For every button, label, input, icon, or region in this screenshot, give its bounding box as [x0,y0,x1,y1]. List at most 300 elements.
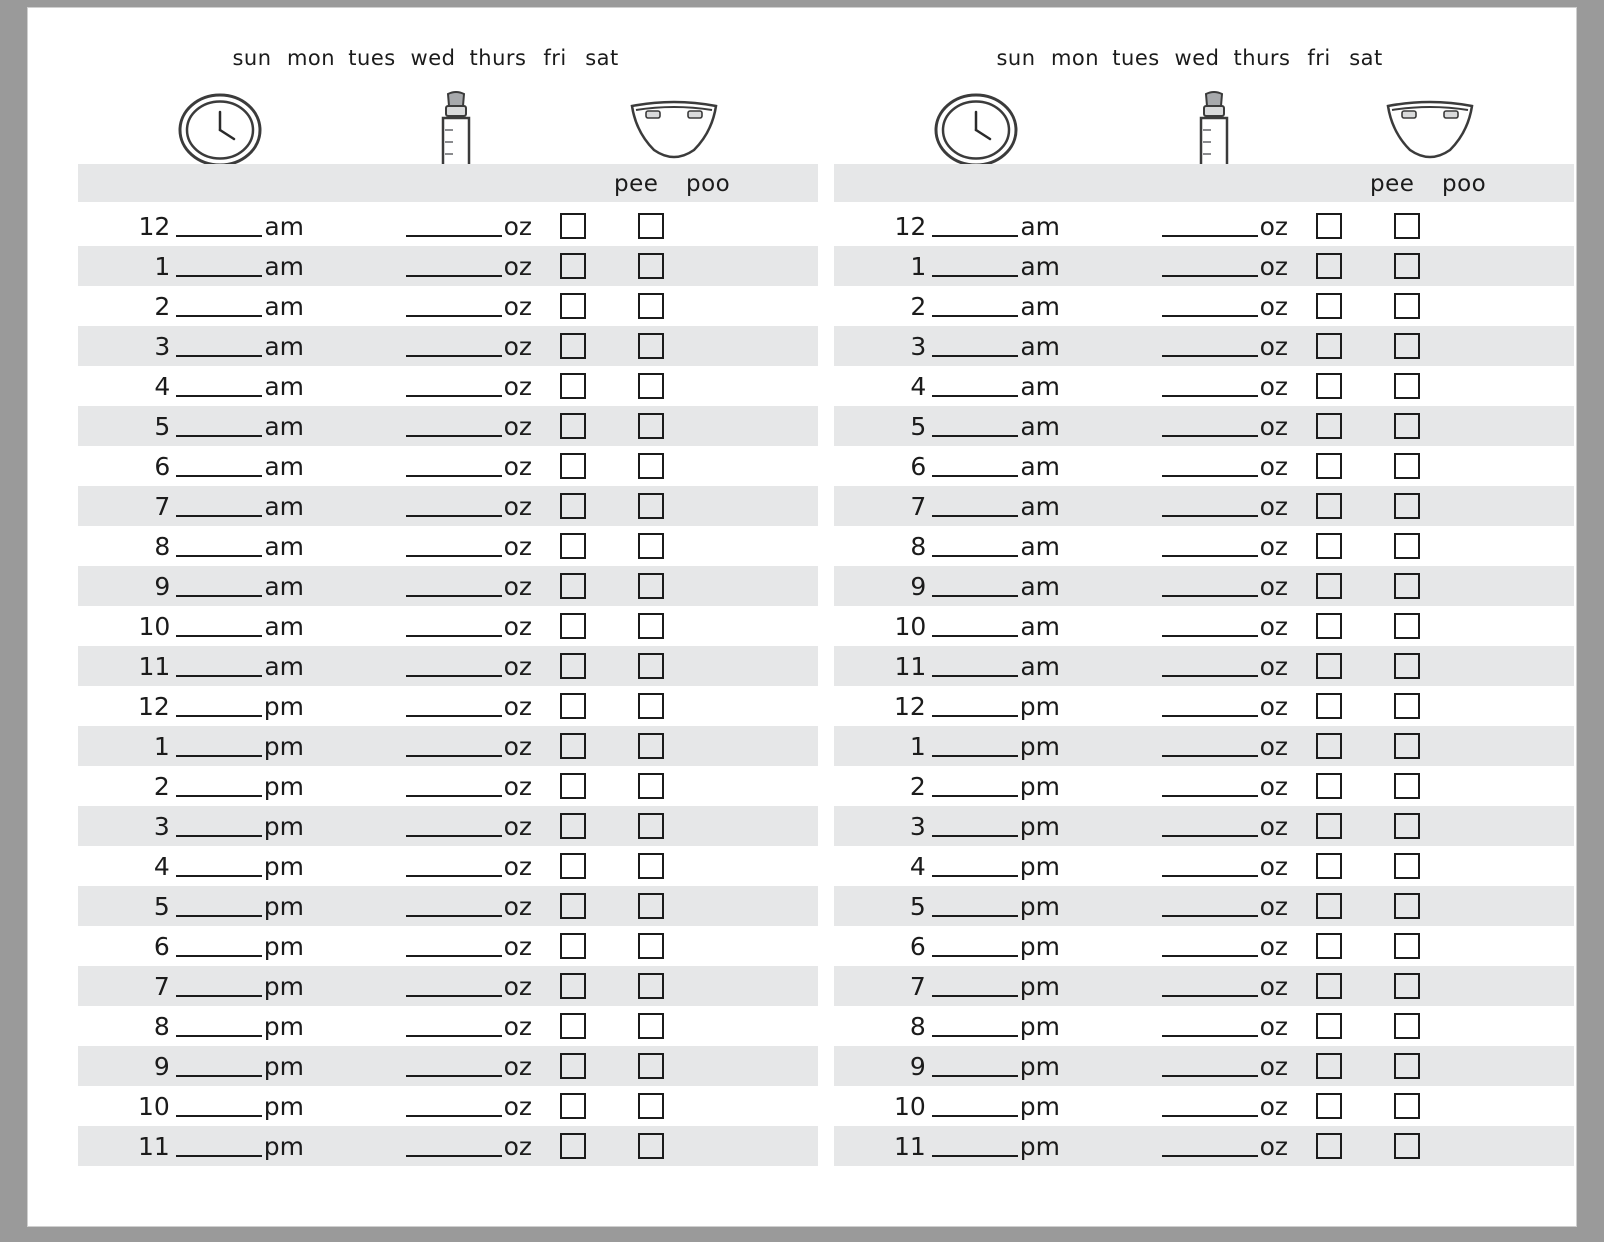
pee-checkbox[interactable] [1316,333,1342,359]
ounces-write-in-line[interactable] [406,515,502,517]
time-write-in-line[interactable] [932,555,1018,557]
ounces-write-in-line[interactable] [1162,315,1258,317]
ounces-unit-label: oz [1259,451,1288,481]
time-write-in-line[interactable] [932,875,1018,877]
meridiem-label: pm [1019,811,1060,841]
time-write-in-line[interactable] [932,755,1018,757]
table-row [78,1086,818,1126]
pee-cell [1290,973,1368,999]
pee-checkbox[interactable] [1316,693,1342,719]
pee-checkbox[interactable] [560,1013,586,1039]
pee-checkbox[interactable] [560,493,586,519]
poo-checkbox[interactable] [638,493,664,519]
poo-checkbox[interactable] [1394,973,1420,999]
ounces-write-in-line[interactable] [406,995,502,997]
ounces-write-in-line[interactable] [1162,675,1258,677]
ounces-write-in-line[interactable] [406,675,502,677]
hour-number: 8 [910,531,927,561]
poo-checkbox[interactable] [1394,693,1420,719]
hour-number: 2 [154,291,171,321]
pee-cell [1290,1093,1368,1119]
table-row [78,686,818,726]
time-write-in-line[interactable] [176,635,262,637]
table-row [834,966,1574,1006]
time-write-in-line[interactable] [932,1115,1018,1117]
time-write-in-line[interactable] [932,475,1018,477]
ounces-write-in-line[interactable] [1162,715,1258,717]
table-row [834,1046,1574,1086]
time-write-in-line[interactable] [176,435,262,437]
ounces-write-in-line[interactable] [406,555,502,557]
poo-checkbox[interactable] [638,573,664,599]
pee-cell [534,893,612,919]
ounces-unit-label: oz [1259,571,1288,601]
pee-checkbox[interactable] [560,693,586,719]
time-write-in-line[interactable] [932,235,1018,237]
poo-cell [1368,333,1446,359]
meridiem-label: pm [1019,1051,1060,1081]
hour-label [834,1052,1066,1081]
time-write-in-line[interactable] [932,675,1018,677]
hour-number: 1 [154,251,171,281]
time-write-in-line[interactable] [176,675,262,677]
feed-amount-field [310,972,534,1001]
hour-label [78,372,310,401]
poo-checkbox[interactable] [638,373,664,399]
poo-checkbox[interactable] [638,653,664,679]
ounces-write-in-line[interactable] [1162,795,1258,797]
hour-label [834,372,1066,401]
poo-cell [1368,373,1446,399]
poo-checkbox[interactable] [1394,813,1420,839]
time-write-in-line[interactable] [176,1115,262,1117]
time-write-in-line[interactable] [176,275,262,277]
ounces-write-in-line[interactable] [406,715,502,717]
poo-checkbox[interactable] [638,293,664,319]
ounces-write-in-line[interactable] [406,395,502,397]
table-row [78,486,818,526]
pee-cell [534,1013,612,1039]
ounces-write-in-line[interactable] [406,275,502,277]
poo-checkbox[interactable] [1394,213,1420,239]
feed-amount-field [310,372,534,401]
time-write-in-line[interactable] [932,395,1018,397]
time-write-in-line[interactable] [932,955,1018,957]
poo-checkbox[interactable] [638,893,664,919]
hour-label [78,492,310,521]
pee-checkbox[interactable] [560,613,586,639]
poo-checkbox[interactable] [1394,1013,1420,1039]
ounces-unit-label: oz [1259,931,1288,961]
pee-checkbox[interactable] [1316,893,1342,919]
pee-checkbox[interactable] [1316,613,1342,639]
table-row [834,326,1574,366]
ounces-unit-label: oz [1259,291,1288,321]
meridiem-label: pm [1019,931,1060,961]
poo-cell [612,453,690,479]
hour-label [78,1092,310,1121]
poo-checkbox[interactable] [638,773,664,799]
poo-checkbox[interactable] [638,1013,664,1039]
pee-checkbox[interactable] [1316,1013,1342,1039]
time-write-in-line[interactable] [176,595,262,597]
time-write-in-line[interactable] [932,915,1018,917]
hour-number: 12 [138,211,171,241]
pee-checkbox[interactable] [1316,773,1342,799]
ounces-unit-label: oz [503,731,532,761]
pee-cell [534,773,612,799]
pee-checkbox[interactable] [1316,1133,1342,1159]
pee-checkbox[interactable] [560,573,586,599]
meridiem-label: am [264,251,304,281]
poo-cell [612,973,690,999]
hour-number: 12 [894,211,927,241]
ounces-unit-label: oz [503,771,532,801]
time-write-in-line[interactable] [932,835,1018,837]
pee-checkbox[interactable] [1316,853,1342,879]
poo-checkbox[interactable] [638,813,664,839]
table-row [78,1046,818,1086]
pee-checkbox[interactable] [1316,573,1342,599]
ounces-write-in-line[interactable] [1162,995,1258,997]
feed-amount-field [1066,372,1290,401]
hour-label [78,612,310,641]
time-write-in-line[interactable] [932,275,1018,277]
meridiem-label: am [264,571,304,601]
time-write-in-line[interactable] [932,595,1018,597]
ounces-write-in-line[interactable] [1162,555,1258,557]
poo-cell [1368,733,1446,759]
ounces-write-in-line[interactable] [406,835,502,837]
pee-cell [1290,613,1368,639]
ounces-write-in-line[interactable] [406,235,502,237]
hour-number: 4 [909,851,926,881]
time-write-in-line[interactable] [176,1035,262,1037]
poo-checkbox[interactable] [1394,893,1420,919]
time-write-in-line[interactable] [176,755,262,757]
poo-checkbox[interactable] [1394,1053,1420,1079]
poo-cell [1368,533,1446,559]
ounces-unit-label: oz [1259,1091,1288,1121]
poo-checkbox[interactable] [1394,1133,1420,1159]
pee-checkbox[interactable] [560,293,586,319]
ounces-write-in-line[interactable] [406,755,502,757]
ounces-write-in-line[interactable] [406,355,502,357]
ounces-write-in-line[interactable] [406,1155,502,1157]
poo-checkbox[interactable] [638,733,664,759]
poo-cell [1368,253,1446,279]
hour-label [78,852,310,881]
ounces-write-in-line[interactable] [1162,235,1258,237]
pee-checkbox[interactable] [1316,493,1342,519]
table-row [834,806,1574,846]
time-write-in-line[interactable] [176,955,262,957]
poo-checkbox[interactable] [1394,493,1420,519]
ounces-write-in-line[interactable] [406,955,502,957]
hour-label [834,692,1066,721]
hour-number: 1 [909,731,926,761]
time-write-in-line[interactable] [932,1075,1018,1077]
time-write-in-line[interactable] [932,1155,1018,1157]
pee-cell [534,1053,612,1079]
meridiem-label: pm [1019,771,1060,801]
hour-label [834,532,1066,561]
pee-cell [534,813,612,839]
time-write-in-line[interactable] [176,835,262,837]
poo-checkbox[interactable] [638,413,664,439]
hour-label [78,1052,310,1081]
ounces-write-in-line[interactable] [406,1035,502,1037]
poo-cell [612,413,690,439]
pee-checkbox[interactable] [560,253,586,279]
pee-checkbox[interactable] [560,333,586,359]
poo-checkbox[interactable] [638,1133,664,1159]
pee-checkbox[interactable] [1316,653,1342,679]
meridiem-label: pm [263,811,304,841]
feed-amount-field [1066,492,1290,521]
ounces-write-in-line[interactable] [1162,395,1258,397]
poo-cell [612,293,690,319]
poo-checkbox[interactable] [638,933,664,959]
poo-cell [1368,933,1446,959]
ounces-write-in-line[interactable] [1162,475,1258,477]
pee-checkbox[interactable] [1316,973,1342,999]
poo-checkbox[interactable] [1394,853,1420,879]
ounces-write-in-line[interactable] [1162,1115,1258,1117]
pee-checkbox[interactable] [1316,1093,1342,1119]
ounces-write-in-line[interactable] [406,595,502,597]
ounces-write-in-line[interactable] [1162,1155,1258,1157]
time-write-in-line[interactable] [932,795,1018,797]
pee-cell [1290,253,1368,279]
time-write-in-line[interactable] [176,795,262,797]
pee-cell [1290,1053,1368,1079]
pee-checkbox[interactable] [560,653,586,679]
poo-checkbox[interactable] [638,213,664,239]
meridiem-label: am [264,611,304,641]
pee-checkbox[interactable] [560,933,586,959]
time-write-in-line[interactable] [932,435,1018,437]
time-write-in-line[interactable] [932,635,1018,637]
feed-amount-field [310,892,534,921]
ounces-write-in-line[interactable] [406,435,502,437]
pee-checkbox[interactable] [560,893,586,919]
feed-amount-field [1066,212,1290,241]
poo-checkbox[interactable] [1394,573,1420,599]
ounces-write-in-line[interactable] [1162,355,1258,357]
pee-checkbox[interactable] [1316,733,1342,759]
ounces-write-in-line[interactable] [1162,915,1258,917]
meridiem-label: am [264,451,304,481]
time-write-in-line[interactable] [932,715,1018,717]
time-write-in-line[interactable] [932,355,1018,357]
hour-number: 9 [910,571,927,601]
pee-checkbox[interactable] [1316,533,1342,559]
pee-checkbox[interactable] [560,1053,586,1079]
poo-checkbox[interactable] [1394,653,1420,679]
poo-checkbox[interactable] [1394,1093,1420,1119]
pee-checkbox[interactable] [1316,813,1342,839]
pee-checkbox[interactable] [560,1133,586,1159]
pee-checkbox[interactable] [560,813,586,839]
table-row [78,326,818,366]
time-write-in-line[interactable] [176,555,262,557]
poo-checkbox[interactable] [1394,413,1420,439]
poo-checkbox[interactable] [638,253,664,279]
poo-checkbox[interactable] [638,333,664,359]
pee-cell [1290,413,1368,439]
time-write-in-line[interactable] [176,1155,262,1157]
time-write-in-line[interactable] [176,515,262,517]
time-write-in-line[interactable] [932,995,1018,997]
pee-checkbox[interactable] [1316,933,1342,959]
hour-number: 10 [137,1091,170,1121]
pee-checkbox[interactable] [1316,453,1342,479]
ounces-write-in-line[interactable] [1162,1035,1258,1037]
poo-checkbox[interactable] [1394,933,1420,959]
pee-checkbox[interactable] [560,773,586,799]
ounces-write-in-line[interactable] [406,635,502,637]
ounces-write-in-line[interactable] [406,1075,502,1077]
poo-checkbox[interactable] [1394,533,1420,559]
poo-checkbox[interactable] [1394,773,1420,799]
poo-checkbox[interactable] [1394,733,1420,759]
hour-number: 6 [909,931,926,961]
ounces-write-in-line[interactable] [1162,835,1258,837]
ounces-write-in-line[interactable] [1162,635,1258,637]
ounces-write-in-line[interactable] [1162,595,1258,597]
hour-number: 5 [910,411,927,441]
poo-checkbox[interactable] [638,693,664,719]
table-row [834,526,1574,566]
poo-cell [612,533,690,559]
ounces-write-in-line[interactable] [1162,275,1258,277]
time-write-in-line[interactable] [176,395,262,397]
poo-checkbox[interactable] [638,853,664,879]
time-write-in-line[interactable] [176,915,262,917]
hour-number: 11 [894,651,927,681]
pee-checkbox[interactable] [1316,373,1342,399]
ounces-write-in-line[interactable] [1162,515,1258,517]
poo-checkbox[interactable] [638,533,664,559]
ounces-write-in-line[interactable] [406,475,502,477]
poo-checkbox[interactable] [1394,613,1420,639]
pee-cell [534,213,612,239]
pee-checkbox[interactable] [1316,1053,1342,1079]
time-write-in-line[interactable] [176,235,262,237]
diaper-icon [1382,96,1478,170]
ounces-write-in-line[interactable] [1162,875,1258,877]
poo-checkbox[interactable] [638,1053,664,1079]
feed-amount-field [1066,1132,1290,1161]
ounces-unit-label: oz [1259,971,1288,1001]
time-write-in-line[interactable] [176,315,262,317]
pee-cell [1290,933,1368,959]
meridiem-label: pm [1019,731,1060,761]
ounces-write-in-line[interactable] [1162,435,1258,437]
weekday-sat: sat [585,46,619,70]
pee-checkbox[interactable] [560,213,586,239]
time-write-in-line[interactable] [176,355,262,357]
hour-label [78,212,310,241]
pee-checkbox[interactable] [560,1093,586,1119]
pee-checkbox[interactable] [1316,213,1342,239]
weekday-wed: wed [410,46,456,70]
ounces-write-in-line[interactable] [406,795,502,797]
poo-checkbox[interactable] [1394,453,1420,479]
meridiem-label: am [264,371,304,401]
feed-amount-field [310,812,534,841]
time-write-in-line[interactable] [176,1075,262,1077]
table-row [834,566,1574,606]
ounces-unit-label: oz [1259,1131,1288,1161]
ounces-unit-label: oz [503,411,532,441]
pee-checkbox[interactable] [1316,253,1342,279]
poo-cell [612,253,690,279]
ounces-unit-label: oz [503,1091,532,1121]
poo-checkbox[interactable] [1394,293,1420,319]
time-write-in-line[interactable] [176,875,262,877]
pee-checkbox[interactable] [560,733,586,759]
pee-checkbox[interactable] [560,413,586,439]
pee-checkbox[interactable] [1316,293,1342,319]
poo-cell [1368,853,1446,879]
time-write-in-line[interactable] [176,995,262,997]
diaper-icon [626,96,722,170]
pee-checkbox[interactable] [560,373,586,399]
pee-cell [534,653,612,679]
feed-amount-field [310,1092,534,1121]
table-row [78,566,818,606]
poo-cell [612,733,690,759]
feed-amount-field [310,492,534,521]
feed-amount-field [310,772,534,801]
hour-number: 5 [909,891,926,921]
poo-checkbox[interactable] [1394,333,1420,359]
poo-checkbox[interactable] [638,1093,664,1119]
time-write-in-line[interactable] [932,1035,1018,1037]
poo-cell [1368,413,1446,439]
time-write-in-line[interactable] [176,715,262,717]
ounces-write-in-line[interactable] [1162,1075,1258,1077]
poo-checkbox[interactable] [1394,253,1420,279]
pee-checkbox[interactable] [560,533,586,559]
poo-checkbox[interactable] [638,453,664,479]
ounces-write-in-line[interactable] [1162,955,1258,957]
feed-amount-field [310,212,534,241]
hour-number: 10 [138,611,171,641]
ounces-write-in-line[interactable] [1162,755,1258,757]
pee-checkbox[interactable] [560,973,586,999]
poo-checkbox[interactable] [638,613,664,639]
ounces-write-in-line[interactable] [406,915,502,917]
time-write-in-line[interactable] [932,515,1018,517]
clock-icon [174,90,266,174]
time-write-in-line[interactable] [176,475,262,477]
pee-checkbox[interactable] [560,453,586,479]
meridiem-label: pm [263,931,304,961]
ounces-write-in-line[interactable] [406,875,502,877]
ounces-write-in-line[interactable] [406,315,502,317]
poo-checkbox[interactable] [1394,373,1420,399]
poo-checkbox[interactable] [638,973,664,999]
pee-checkbox[interactable] [560,853,586,879]
hour-label [78,332,310,361]
pee-checkbox[interactable] [1316,413,1342,439]
time-write-in-line[interactable] [932,315,1018,317]
table-row [834,606,1574,646]
ounces-write-in-line[interactable] [406,1115,502,1117]
